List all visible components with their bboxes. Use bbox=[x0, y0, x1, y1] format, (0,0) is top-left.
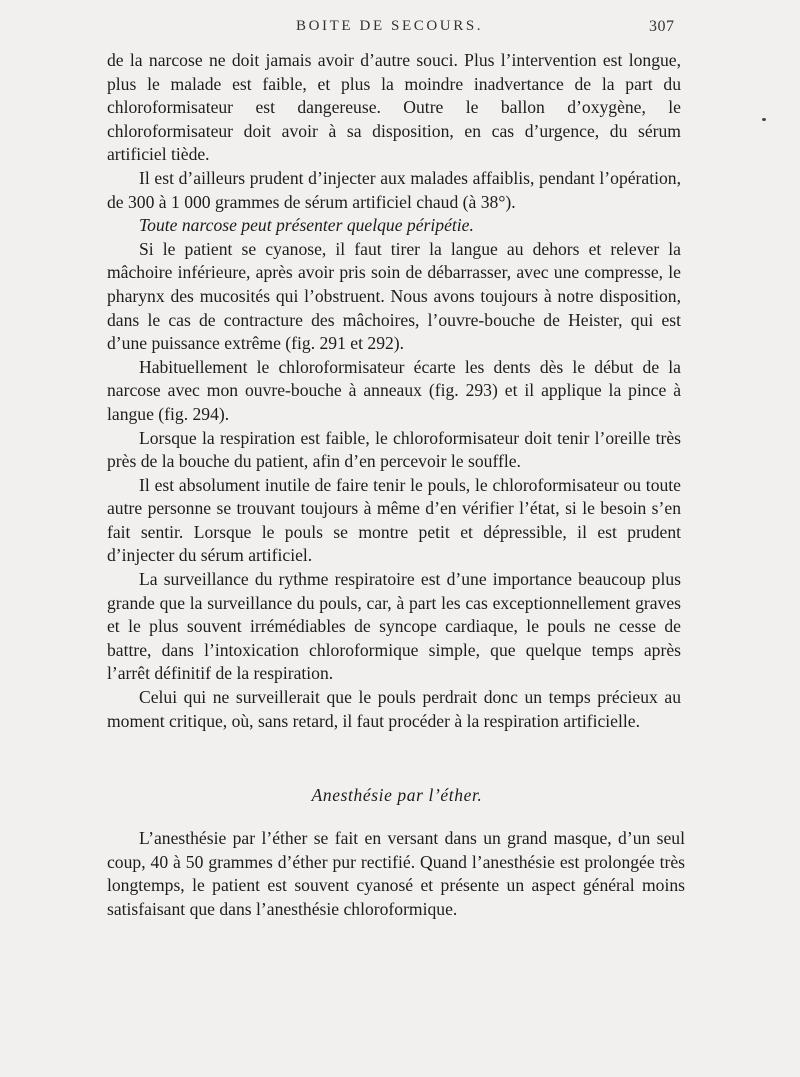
paragraph-peripetie: Toute narcose peut présenter quelque péripétie. bbox=[139, 215, 474, 236]
paragraph-respiration-faible: Lorsque la respiration est faible, le chloroformisateur doit tenir l’oreille très près de la bouche du patient, afin d’en percevoir le souffle. bbox=[107, 427, 681, 472]
paragraph-pouls: Il est absolument inutile de faire tenir le pouls, le chloroformisateur ou toute autre personne se trouvant toujours à même d’en vérifier l’état, si le besoin s’en fait sentir. Lorsque le pouls se montre petit et dépressible, il est prudent d’injecter du sérum artificiel. bbox=[107, 474, 681, 566]
body-text bbox=[107, 49, 681, 733]
section-heading bbox=[0, 785, 800, 806]
paragraph-cyanose: Si le patient se cyanose, il faut tirer la langue au dehors et relever la mâchoire inférieure, après avoir pris soin de débarrasser, avec une compresse, le pharynx des mucosités qui l’obstruent. Nous avons toujours à notre disposition, dans le cas de contracture des mâchoires, l’ouvre-bouche de Heister, qui est d’une puissance extrême (fig. 291 et 292). bbox=[107, 238, 681, 354]
page-number: 307 bbox=[649, 18, 675, 35]
paragraph-rythme-respiratoire: La surveillance du rythme respiratoire est d’une importance beaucoup plus grande que la surveillance du pouls, car, à part les cas exceptionnellement graves et le plus souvent irrémédiables de syncope cardiaque, le pouls ne cesse de battre, dans l’intoxication chloroformique simple, que quelque temps après l’arrêt définitif de la respiration. bbox=[107, 569, 681, 684]
section-heading-text: Anesthésie par l’éther. bbox=[311, 785, 483, 805]
running-title: BOITE DE SECOURS. bbox=[296, 18, 484, 34]
paragraph-ouvre-bouche: Habituellement le chloroformisateur écarte les dents dès le début de la narcose avec mon ouvre-bouche à anneaux (fig. 293) et il applique la pince à langue (fig. 294). bbox=[107, 356, 681, 424]
paragraph-temps-precieux: Celui qui ne surveillerait que le pouls perdrait donc un temps précieux au moment critique, où, sans retard, il faut procéder à la respiration artificielle. bbox=[107, 687, 681, 731]
paragraph-continuation: de la narcose ne doit jamais avoir d’autre souci. Plus l’intervention est longue, plus le malade est faible, et plus la moindre inadvertance de la part du chloroformisateur est dangereuse. Outre le ballon d’oxygène, le chloroformisateur doit avoir à sa disposition, en cas d’urgence, du sérum artificiel tiède. bbox=[107, 50, 681, 165]
section-body bbox=[107, 827, 685, 921]
running-head bbox=[0, 18, 800, 40]
ink-speck bbox=[762, 118, 766, 121]
paragraph-serum-injection: Il est d’ailleurs prudent d’injecter aux malades affaiblis, pendant l’opération, de 300 à 1 000 grammes de sérum artificiel chaud (à 38°). bbox=[107, 167, 681, 212]
paragraph-ether: L’anesthésie par l’éther se fait en versant dans un grand masque, d’un seul coup, 40 à 50 grammes d’éther pur rectifié. Quand l’anesthésie est prolongée très longtemps, le patient est souvent cyanosé et présente un aspect général moins satisfaisant que dans l’anesthésie chloroformique. bbox=[107, 828, 685, 919]
